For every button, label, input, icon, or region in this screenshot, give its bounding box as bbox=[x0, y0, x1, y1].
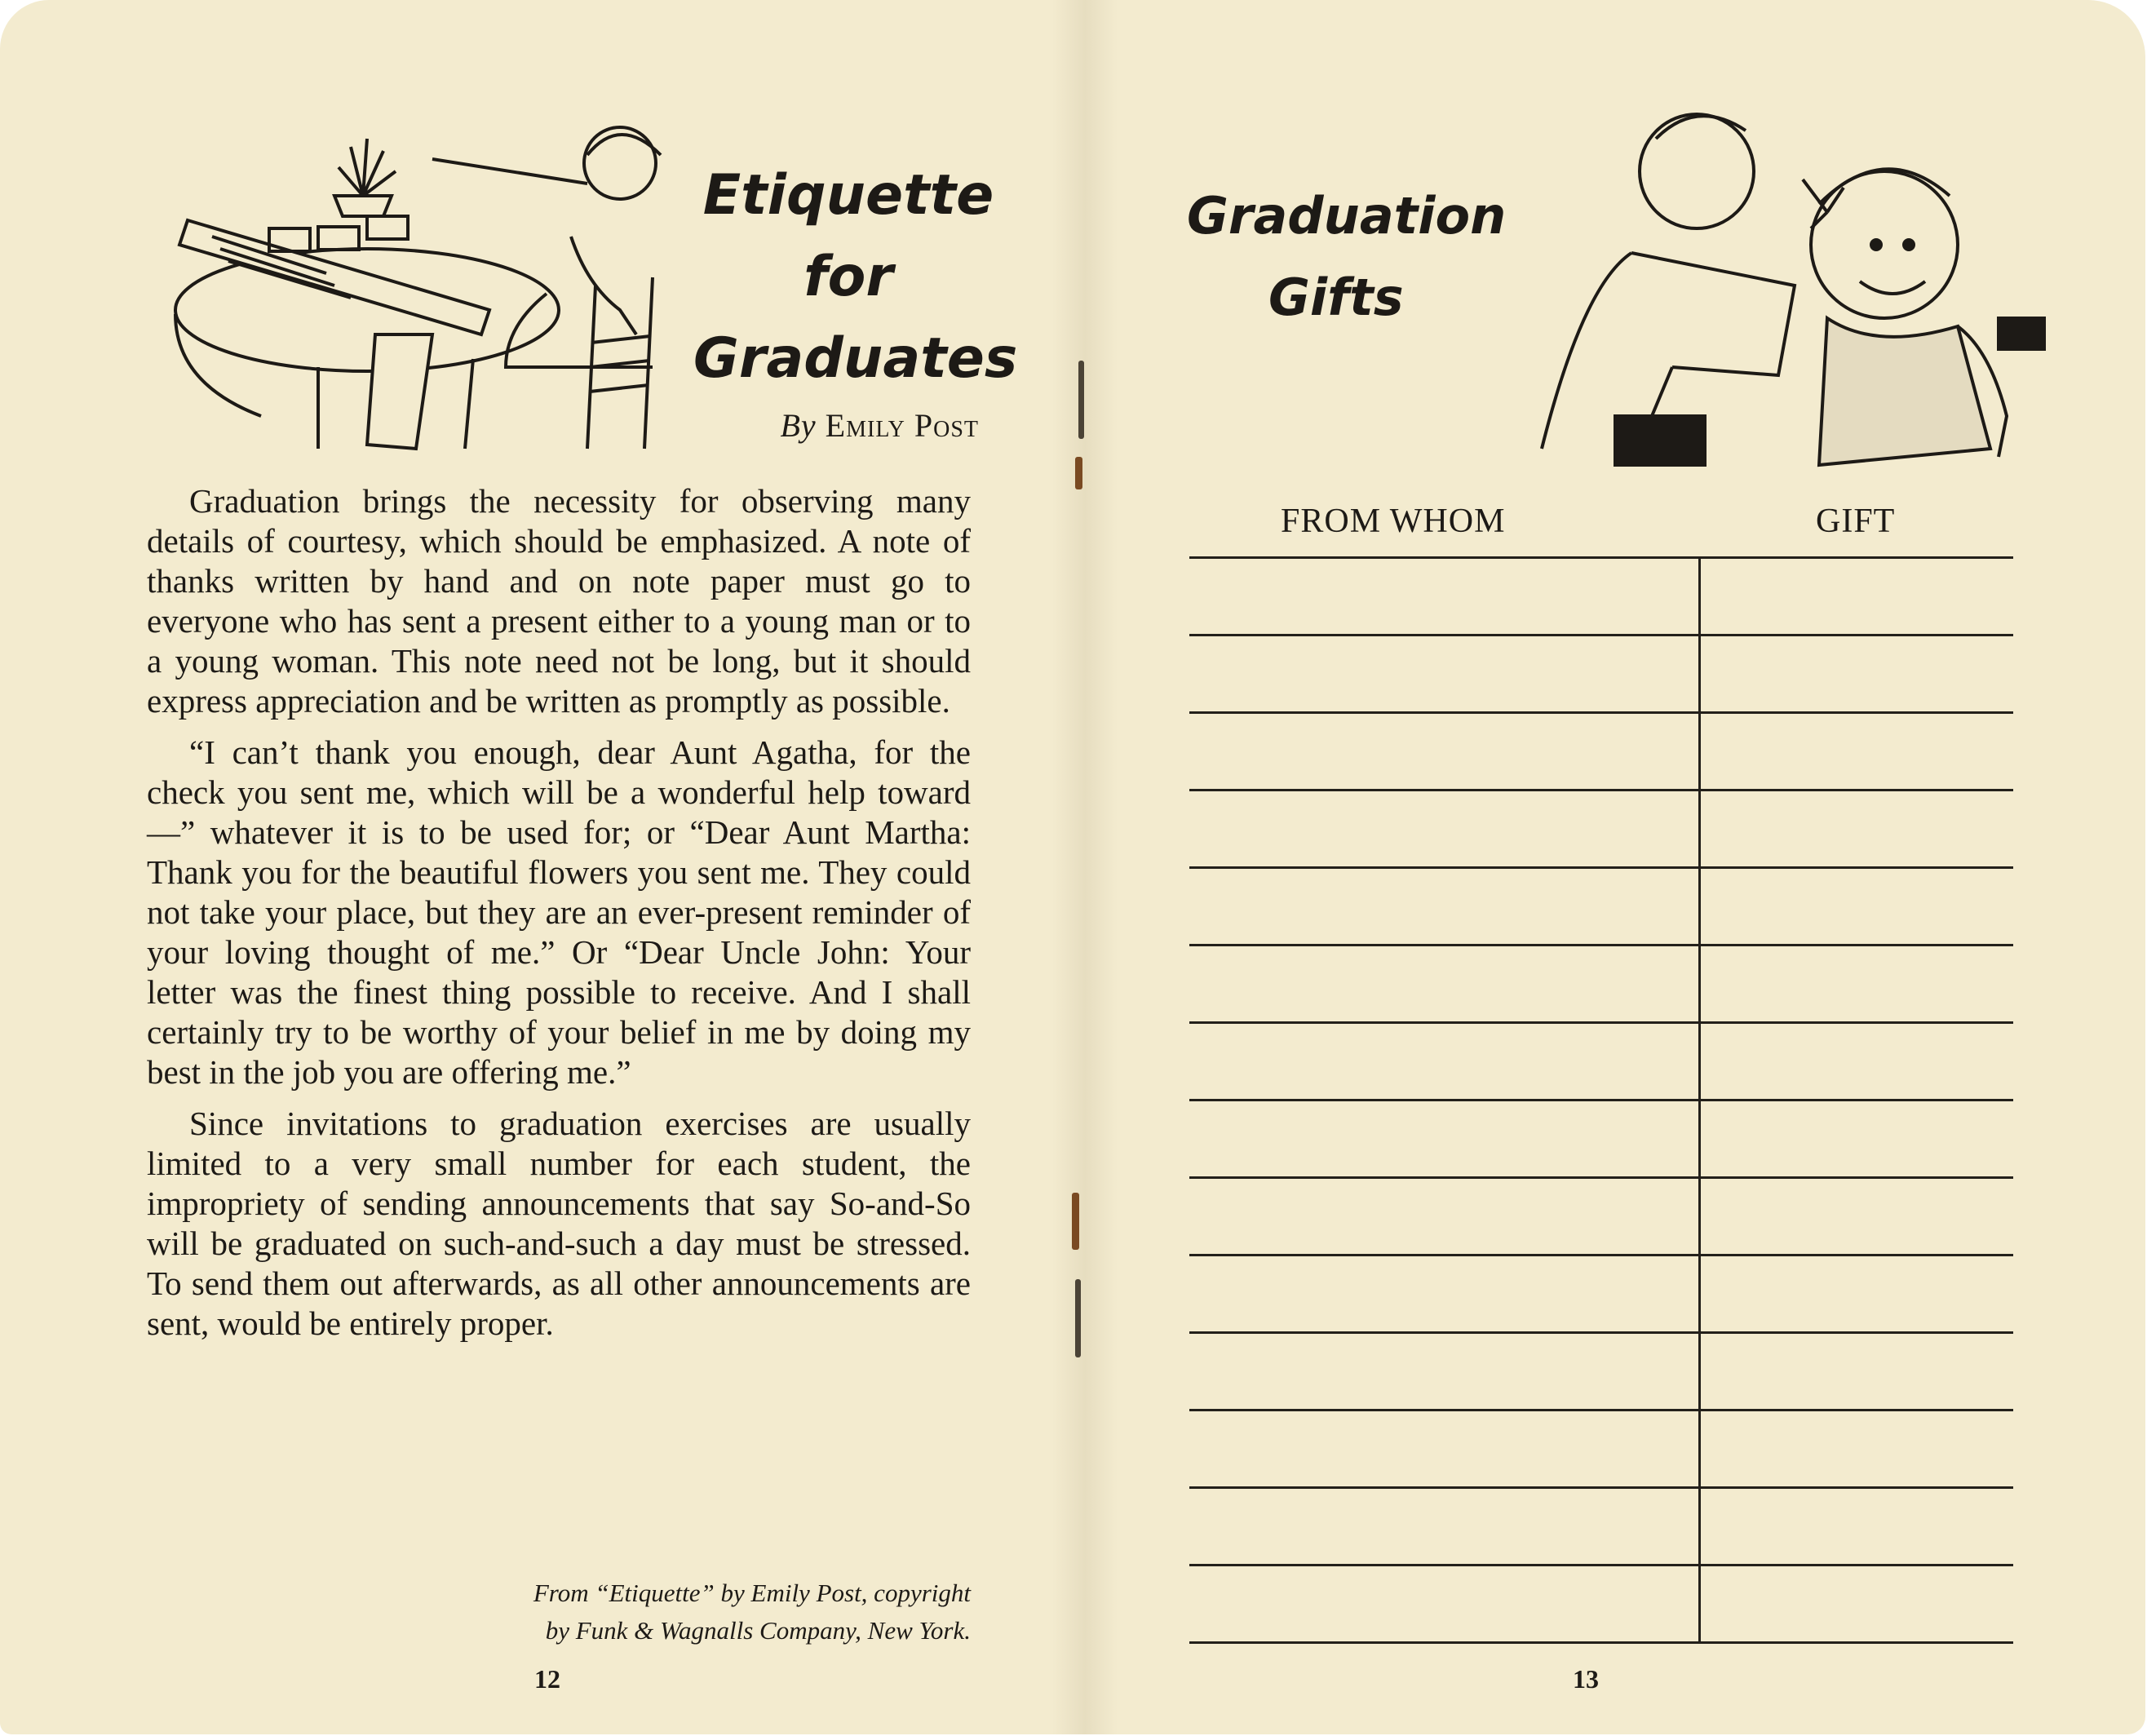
title-line-3: Graduates bbox=[693, 326, 1018, 391]
credit-line-1: From “Etiquette” by Emily Post, copyright bbox=[533, 1579, 971, 1607]
table-row-line bbox=[1189, 1099, 2013, 1101]
byline bbox=[669, 406, 979, 445]
table-header-rule bbox=[1189, 556, 2013, 559]
table-row-line bbox=[1189, 1409, 2013, 1411]
article-body bbox=[147, 481, 971, 1355]
couple-giving-gift-illustration bbox=[1534, 106, 2056, 489]
column-header-from-whom: FROM WHOM bbox=[1281, 503, 1506, 540]
table-row-line bbox=[1189, 1564, 2013, 1566]
table-row-line bbox=[1189, 789, 2013, 791]
paragraph-1: Graduation brings the necessity for observing many details of courtesy, which should be emphasized. A note of thanks written by hand and on note paper must go to everyone who has sent a present either to a young man or to a young woman. This note need not be long, but it should express appreciation and be written as promptly as possible. bbox=[147, 482, 971, 720]
table-row-line bbox=[1189, 866, 2013, 869]
table-row-line bbox=[1189, 1486, 2013, 1489]
table-row-line bbox=[1189, 634, 2013, 636]
gifts-title bbox=[1187, 175, 1513, 339]
table-row-line bbox=[1189, 1641, 2013, 1644]
table-row-line bbox=[1189, 1254, 2013, 1256]
table-row-line bbox=[1189, 1021, 2013, 1024]
credit-line-2: by Funk & Wagnalls Company, New York. bbox=[545, 1616, 971, 1645]
title-line-2: for bbox=[803, 245, 893, 309]
table-row-line bbox=[1189, 1331, 2013, 1334]
byline-author: Emily Post bbox=[825, 407, 979, 444]
column-header-gift: GIFT bbox=[1816, 503, 1896, 540]
table-row-line bbox=[1189, 711, 2013, 714]
staple-top bbox=[1078, 361, 1084, 439]
title-line-1: Etiquette bbox=[702, 163, 994, 228]
byline-prefix: By bbox=[780, 407, 817, 444]
table-row-line bbox=[1189, 944, 2013, 946]
copyright-credit bbox=[294, 1574, 971, 1650]
table-row-line bbox=[1189, 1176, 2013, 1179]
paragraph-2: “I can’t thank you enough, dear Aunt Agatha, for the check you sent me, which will be a wonderful help toward—” whatever it is to be used for; or “Dear Aunt Martha: Thank you for the beautiful flowers you sent me. They could not take your place, but they are an ever-present reminder of your loving thought of me.” Or “Dear Uncle John: Your letter was the finest thing possible to receive. And I shall certainly try to be worthy of your belief in me by doing my best in the job you are offering me.” bbox=[147, 733, 971, 1091]
article-title bbox=[693, 155, 1018, 400]
gifts-title-line-2: Gifts bbox=[1268, 268, 1404, 327]
staple-rust-bottom bbox=[1072, 1193, 1079, 1250]
table-column-divider bbox=[1698, 556, 1701, 1641]
page-number-left: 12 bbox=[534, 1664, 560, 1694]
page-number-right: 13 bbox=[1573, 1664, 1599, 1694]
girl-writing-letters-illustration bbox=[163, 122, 669, 457]
gifts-title-line-1: Graduation bbox=[1187, 186, 1507, 246]
staple-bottom bbox=[1075, 1279, 1081, 1357]
staple-rust-top bbox=[1075, 457, 1082, 489]
paragraph-3: Since invitations to graduation exercises are usually limited to a very small number for each student, the impropriety of sending announcements that say So-and-So will be graduated on such-and-such a day must be stressed. To send them out afterwards, as all other announcements are sent, would be entirely proper. bbox=[147, 1105, 971, 1342]
binding-gutter bbox=[1052, 0, 1118, 1734]
